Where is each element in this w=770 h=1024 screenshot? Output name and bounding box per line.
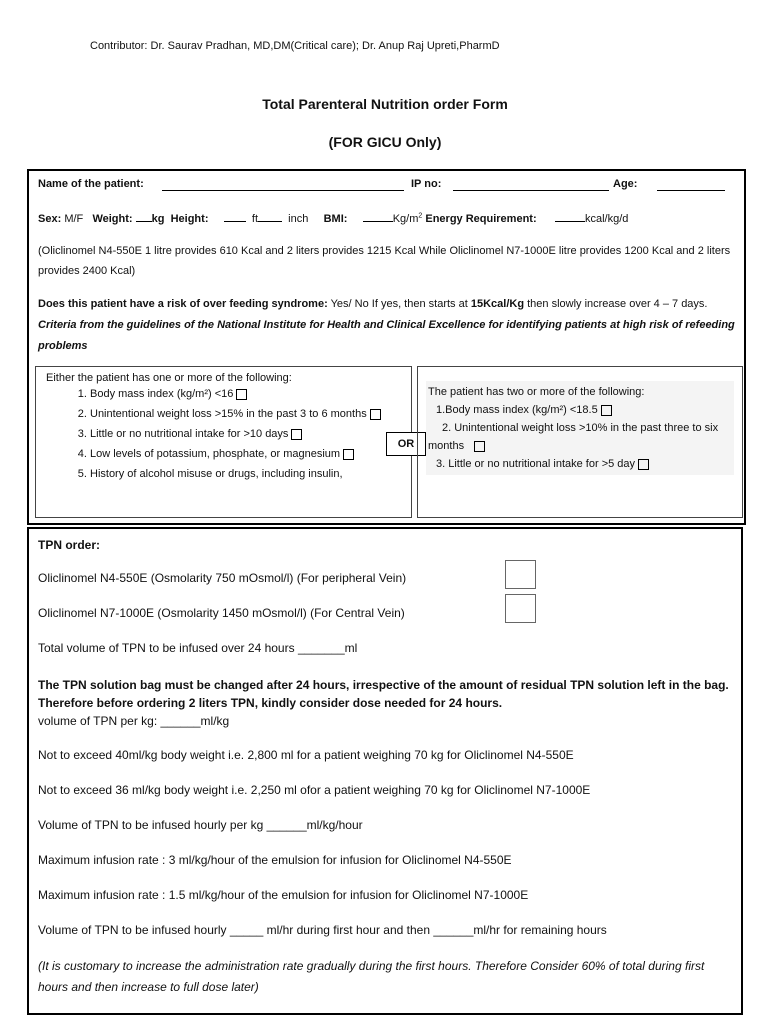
tpn-option-n4: Oliclinomel N4-550E (Osmolarity 750 mOsmol/l) (For peripheral Vein) xyxy=(38,571,407,585)
max-rate-n4-line: Maximum infusion rate : 3 ml/kg/hour of the emulsion for infusion for Oliclinomel N4-550E xyxy=(38,853,512,867)
limit-n4-line: Not to exceed 40ml/kg body weight i.e. 2,800 ml for a patient weighing 70 kg for Oliclinomel N4-550E xyxy=(38,748,574,762)
criteria-left-heading: Either the patient has one or more of the following: xyxy=(46,372,292,384)
criteria-left-item: 5. History of alcohol misuse or drugs, including insulin, xyxy=(90,464,400,484)
tpn-option-n7-checkbox[interactable] xyxy=(505,594,536,623)
tpn-option-n4-checkbox[interactable] xyxy=(505,560,536,589)
criteria-left-checkbox[interactable] xyxy=(370,409,381,420)
energy-unit: kcal/kg/d xyxy=(584,213,629,225)
refeeding-question-label: Does this patient have a risk of over feeding syndrome: xyxy=(38,298,328,310)
criteria-right-checkbox[interactable] xyxy=(638,459,649,470)
sex-label: Sex: xyxy=(38,213,62,225)
form-subtitle: (FOR GICU Only) xyxy=(328,134,442,150)
criteria-left-checkbox[interactable] xyxy=(291,429,302,440)
refeeding-criteria: Criteria from the guidelines of the National Institute for Health and Clinical Excellence for identifying patients at high risk of refeeding problems xyxy=(38,319,735,352)
energy-label: Energy Requirement: xyxy=(425,213,537,225)
name-label: Name of the patient: xyxy=(38,178,144,190)
energy-field[interactable] xyxy=(555,211,585,222)
tpn-order-section xyxy=(27,527,743,1015)
bmi-label: BMI: xyxy=(323,213,348,225)
criteria-left-checkbox[interactable] xyxy=(236,389,247,400)
max-rate-n7-line: Maximum infusion rate : 1.5 ml/kg/hour of the emulsion for infusion for Oliclinomel N7-1000E xyxy=(38,888,529,902)
or-badge: OR xyxy=(386,432,426,456)
height-label: Height: xyxy=(170,213,209,225)
height-inch-field[interactable] xyxy=(258,211,282,222)
total-volume-field[interactable]: _______ xyxy=(297,641,345,655)
criteria-left-box xyxy=(35,366,412,518)
criteria-right-item: 3. Little or no nutritional intake for >5 day xyxy=(428,455,732,473)
criteria-right-heading: The patient has two or more of the following: xyxy=(428,386,645,398)
weight-unit: kg xyxy=(151,213,165,225)
criteria-left-checkbox[interactable] xyxy=(343,449,354,460)
ip-field[interactable] xyxy=(453,190,609,191)
criteria-right-box xyxy=(417,366,743,518)
weight-field[interactable] xyxy=(136,211,152,222)
criteria-left-item: 3. Little or no nutritional intake for >10 days xyxy=(90,424,400,444)
criteria-left-list xyxy=(36,384,400,484)
criteria-right-checkbox[interactable] xyxy=(474,441,485,452)
criteria-right-item: 2. Unintentional weight loss >10% in the past three to six months xyxy=(428,422,719,452)
volume-per-kg-line: volume of TPN per kg: ______ml/kg xyxy=(38,714,230,728)
age-label: Age: xyxy=(613,178,638,190)
total-volume-label: Total volume of TPN to be infused over 24 hours xyxy=(38,641,295,655)
ft-unit: ft xyxy=(251,213,259,225)
criteria-right-panel xyxy=(426,381,734,475)
sex-value: M/F xyxy=(64,213,84,225)
bmi-unit-exponent: 2 xyxy=(418,212,423,220)
refeeding-options: Yes/ No If yes, then starts at xyxy=(330,298,468,310)
tpn-option-n7: Oliclinomel N7-1000E (Osmolarity 1450 mOsmol/l) (For Central Vein) xyxy=(38,606,405,620)
ip-label: IP no: xyxy=(411,178,442,190)
criteria-left-item: 4. Low levels of potassium, phosphate, or magnesium xyxy=(90,444,400,464)
hourly-per-kg-line: Volume of TPN to be infused hourly per kg ______ml/kg/hour xyxy=(38,818,363,832)
form-title: Total Parenteral Nutrition order Form xyxy=(262,96,508,112)
bag-change-warning: The TPN solution bag must be changed after 24 hours, irrespective of the amount of residual TPN solution left in the bag. Therefore before ordering 2 liters TPN, kindly consider dose needed for 24 hours. xyxy=(38,678,729,710)
refeeding-then: then slowly increase over 4 – 7 days. xyxy=(527,298,708,310)
tpn-heading: TPN order: xyxy=(38,538,101,552)
refeeding-question xyxy=(38,294,738,357)
hourly-rate-line: Volume of TPN to be infused hourly _____ ml/hr during first hour and then ______ml/hr for remaining hours xyxy=(38,923,607,937)
criteria-right-item: 1.Body mass index (kg/m²) <18.5 xyxy=(428,401,732,419)
total-volume-unit: ml xyxy=(344,641,358,655)
height-ft-field[interactable] xyxy=(224,211,246,222)
criteria-right-checkbox[interactable] xyxy=(601,405,612,416)
inch-unit: inch xyxy=(288,213,309,225)
refeeding-start-rate: 15Kcal/Kg xyxy=(470,298,525,310)
total-volume-line xyxy=(38,641,357,655)
name-field[interactable] xyxy=(162,190,404,191)
contributor-line: Contributor: Dr. Saurav Pradhan, MD,DM(Critical care); Dr. Anup Raj Upreti,PharmD xyxy=(90,40,500,52)
administration-note: (It is customary to increase the administration rate gradually during the first hours. Therefore Consider 60% of total during first hours and then increase to full dose later) xyxy=(38,959,705,994)
bmi-field[interactable] xyxy=(363,211,393,222)
weight-label: Weight: xyxy=(92,213,133,225)
criteria-left-item: 1. Body mass index (kg/m²) <16 xyxy=(90,384,400,404)
age-field[interactable] xyxy=(657,190,725,191)
vitals-row xyxy=(38,211,628,225)
bmi-unit: Kg/m xyxy=(392,213,419,225)
criteria-left-item: 2. Unintentional weight loss >15% in the past 3 to 6 months xyxy=(90,404,400,424)
limit-n7-line: Not to exceed 36 ml/kg body weight i.e. 2,250 ml ofor a patient weighing 70 kg for Oliclinomel N7-1000E xyxy=(38,783,591,797)
oliclinomel-note: (Oliclinomel N4-550E 1 litre provides 610 Kcal and 2 liters provides 1215 Kcal While Oliclinomel N7-1000E litre provides 1200 Kcal and 2 liters provides 2400 Kcal) xyxy=(38,245,731,277)
